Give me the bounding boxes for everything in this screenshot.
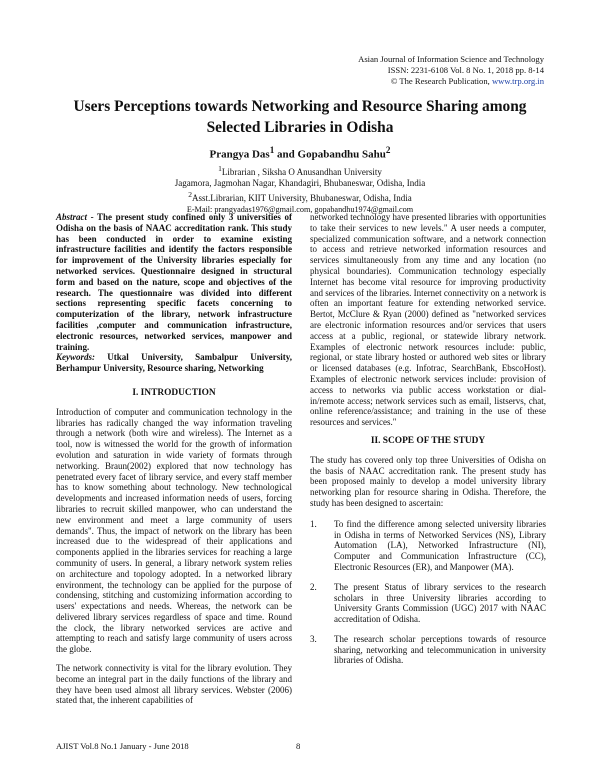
journal-name: Asian Journal of Information Science and Technology (358, 54, 544, 64)
abstract-label: Abstract (56, 212, 88, 222)
affil-1a-text: Librarian , Siksha O Anusandhan University (221, 166, 382, 177)
list-item (310, 582, 546, 625)
affiliation-1a (56, 163, 544, 178)
list-item (310, 634, 546, 666)
affil-1-sup: 1 (218, 163, 222, 173)
list-item-number: 3. (310, 633, 317, 644)
journal-header (224, 54, 544, 87)
affil-2-text: Asst.Librarian, KIIT University, Bhubaneswar, Odisha, India (191, 193, 412, 204)
abstract-text: - The present study confined only 3 universities of Odisha on the basis of NAAC accreditation rank. This study has been conducted in order to examine existing infrastructure facilities and identify the factors responsible for improvement of the University libraries especially for networked services. Questionnaire designed in structural form and based on the nature, scope and objectives of the research. The questionnaire was divided into different sections representing specific facets concerning to computerization of the library, network infrastructure facilities ,computer and communication infrastructure, electronic resources, networked services, manpower and training. (56, 212, 292, 352)
intro-paragraph-1: Introduction of computer and communication technology in the libraries has radically changed the way information traveling through a network (both wire and wireless). The Internet as a tool, now is witnessed the world for the growth of information evolution and saturation in wide variety of formats through networking. Braun(2002) explored that now technology has penetrated every facet of library service, and every staff member has to know something about technology. New technological developments and increased information needs of users, forcing libraries to recruit skilled manpower, who can understand the new environment and meet a large community of users demands". Thus, the impact of network on the library has been increased due to the widespread of their applications and components applied in the libraries services for reaching a large community of users. In general, a library network system relies on architecture and topology adopted. In a networked library environment, the technology can be applied for the purpose of condensing, stitching and customizing information according to users' expectations and needs. Whereas, the network can be delivered library services regardless of space and time. Round the clock, the library networked services are active and attempting to reach and satisfy large community of users across the globe. (56, 406, 292, 655)
author-email: E-Mail: prangyadas1976@gmail.com, gopabandhu1974@gmail.com (186, 205, 414, 215)
author-2: Gopabandhu Sahu (297, 148, 386, 161)
affil-2-sup: 2 (188, 190, 192, 200)
list-item-number: 1. (310, 518, 317, 529)
author-1-sup: 1 (269, 145, 275, 155)
author-names (56, 144, 544, 162)
paper-title: Users Perceptions towards Networking and Resource Sharing among Selected Libraries in Odisha (73, 98, 527, 136)
publisher-link[interactable]: www.trp.org.in (491, 76, 544, 86)
intro-paragraph-2: The network connectivity is vital for the library evolution. They become an integral part in the daily functions of the library and they have been used almost all library services. Webster (2006) stated that, the inherent capabilities of (56, 663, 292, 706)
left-column (56, 212, 292, 706)
keywords-text: Utkal University, Sambalpur University, Berhampur University, Resource sharing, Networking (56, 352, 292, 374)
scope-paragraph: The study has covered only top three Universities of Odisha on the basis of NAAC accreditation rank. The present study has been proposed mainly to develop a model university library networking plan for resource sharing in Odisha. Therefore, the study has been designed to ascertain: (310, 454, 546, 508)
list-item-text: The research scholar perceptions towards of resource sharing, networking and telecommunication in university libraries of Odisha. (334, 633, 546, 666)
author-joiner: and (274, 148, 298, 161)
section-heading-scope: II. SCOPE OF THE STUDY (370, 435, 486, 446)
page-number: 8 (296, 741, 301, 751)
list-item-text: The present Status of library services to the research scholars in three University libraries according to University Grants Commission (UGC) 2017 with NAAC accreditation of Odisha. (334, 581, 546, 625)
section-heading-introduction: I. INTRODUCTION (132, 387, 216, 398)
list-item-text: To find the difference among selected university libraries in Odisha in terms of Networked Services (NS), Library Automation (LA), Networked Infrastructure (NI), Computer and Communication Infrastructure (CC), Electronic Resources (ER), and Manpower (MA). (334, 518, 546, 572)
footer-journal: AJIST Vol.8 No.1 January - June 2018 (56, 741, 189, 751)
journal-issn: ISSN: 2231-6108 Vol. 8 No. 1, 2018 pp. 8-14 (387, 65, 544, 75)
author-1: Prangya Das (209, 148, 270, 161)
objectives-list (310, 519, 546, 667)
affiliation-2 (56, 189, 544, 204)
keywords-label: Keywords: (56, 352, 95, 363)
right-column (310, 212, 546, 675)
author-block (56, 144, 544, 215)
keywords (56, 352, 292, 374)
list-item (310, 519, 546, 573)
right-paragraph-1: networked technology have presented libraries with opportunities to take their services to new levels." A user needs a computer, specialized communication software, and a network connection to access and retrieve networked information resources and services simultaneously from any time and any location (no physical boundaries). Communication technology especially Internet has become vital resource for improving productivity and services of the libraries. Internet connectivity on a network is often an important feature for extending networked service. Bertot, McClure & Ryan (2000) defined as "networked services are electronic information resources and/or services that users access at a public, regional, or statewide library network. Examples of electronic network resources include: public, regional, or state library hosted or authored web sites or library or licensed databases (e.g. Infotrac, SearchBank, EbscoHost). Examples of electronic network services include: provision of access to networks via public access workstation or dial-in/remote access; network services such as email, listservs, chat, online reference/assistance; and training in the use of these resources and services." (310, 212, 546, 428)
journal-publisher (224, 76, 544, 87)
publisher-text: © The Research Publication, (390, 76, 492, 86)
affiliation-1b: Jagamora, Jagmohan Nagar, Khandagiri, Bhubaneswar, Odisha, India (174, 177, 426, 188)
list-item-number: 2. (310, 581, 317, 592)
abstract (56, 212, 292, 352)
author-2-sup: 2 (385, 145, 391, 155)
